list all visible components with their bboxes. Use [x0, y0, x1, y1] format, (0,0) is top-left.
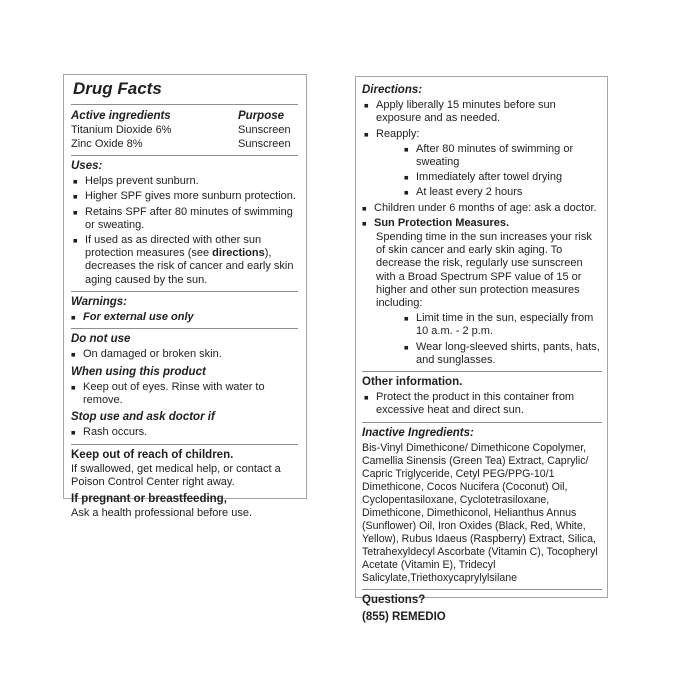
divider: [362, 589, 602, 590]
keep-out-heading: Keep out of reach of children.: [71, 448, 234, 461]
pregnant-body: Ask a health professional before use.: [71, 507, 253, 520]
questions-heading: Questions?: [362, 593, 426, 606]
pregnant-heading: If pregnant or breastfeeding,: [71, 493, 227, 506]
ingredient-name: Titanium Dioxide 6%: [71, 124, 172, 136]
active-ingredients-header: Active ingredients: [71, 110, 171, 122]
bullet-icon: ■: [364, 101, 369, 111]
divider: [362, 422, 602, 423]
bullet-icon: ■: [362, 203, 367, 213]
uses-item: ■ Retains SPF after 80 minutes of swimming or sweating.: [73, 205, 293, 231]
sun-protection-body: Spending time in the sun increases your risk of skin cancer and early skin aging. To decrease the risk, regularly use sunscreen with a Broad Spectrum SPF value of 15 or higher and other sun protection measures including:: [376, 231, 592, 310]
bullet-icon: ■: [71, 382, 76, 392]
directions-item: ■ Children under 6 months of age: ask a doctor.: [362, 201, 597, 214]
bullet-icon: ■: [404, 188, 409, 198]
uses-heading: Uses:: [71, 160, 103, 172]
when-using-item: ■ Keep out of eyes. Rinse with water to remove.: [71, 380, 265, 407]
reapply-subitem: ■ After 80 minutes of swimming or sweating: [404, 142, 574, 169]
bullet-icon: ■: [404, 342, 409, 352]
reapply-subitem: ■ Immediately after towel drying: [404, 171, 563, 184]
bullet-icon: ■: [73, 236, 78, 246]
directions-item: ■ Reapply:: [364, 127, 420, 140]
warnings-item: ■ For external use only: [71, 311, 194, 324]
reapply-subitem: ■ At least every 2 hours: [404, 186, 523, 199]
questions-phone: (855) REMEDIO: [362, 611, 446, 624]
bullet-icon: ■: [71, 350, 76, 360]
inactive-ingredients-heading: Inactive Ingredients:: [362, 426, 474, 439]
do-not-use-item: ■ On damaged or broken skin.: [71, 348, 222, 361]
sun-protection-heading-item: ■ Sun Protection Measures.: [362, 216, 510, 229]
other-information-item: ■ Protect the product in this container from excessive heat and direct sun.: [364, 391, 575, 417]
uses-item: ■ Higher SPF gives more sunburn protection.: [73, 190, 296, 203]
sun-protection-subitem: ■ Limit time in the sun, especially from 10 a.m. - 2 p.m.: [404, 312, 594, 338]
bullet-icon: ■: [71, 313, 76, 323]
when-using-heading: When using this product: [71, 365, 206, 378]
active-ingredients-header-row: [71, 109, 298, 123]
directions-item: ■ Apply liberally 15 minutes before sun exposure and as needed.: [364, 99, 556, 125]
divider: [362, 371, 602, 372]
bullet-icon: ■: [364, 129, 369, 139]
bullet-icon: ■: [73, 177, 78, 187]
drug-facts-title: Drug Facts: [73, 79, 162, 98]
uses-item: ■ Helps prevent sunburn.: [73, 175, 199, 188]
keep-out-body: If swallowed, get medical help, or contact a Poison Control Center right away.: [71, 462, 281, 489]
ingredient-purpose: Sunscreen: [238, 138, 291, 150]
ingredient-row: [71, 123, 298, 137]
bullet-icon: ■: [404, 173, 409, 183]
divider: [71, 155, 298, 156]
bullet-icon: ■: [364, 393, 369, 403]
uses-item-text: If used as as directed with other sun protection measures (see directions), decreases the risk of cancer and early skin aging caused by the sun.: [85, 234, 294, 286]
divider: [71, 444, 298, 445]
bullet-icon: ■: [73, 192, 78, 202]
divider: [71, 104, 298, 105]
ingredient-purpose: Sunscreen: [238, 124, 291, 136]
drug-facts-panel: [63, 74, 307, 520]
divider: [71, 328, 298, 329]
do-not-use-heading: Do not use: [71, 333, 131, 346]
bullet-icon: ■: [71, 428, 76, 438]
bullet-icon: ■: [404, 144, 409, 154]
directions-heading: Directions:: [362, 84, 423, 96]
uses-item: [71, 234, 298, 287]
sun-protection-subitem: ■ Wear long-sleeved shirts, pants, hats, and sunglasses.: [404, 340, 600, 366]
divider: [71, 291, 298, 292]
ingredient-name: Zinc Oxide 8%: [71, 138, 143, 150]
bullet-icon: ■: [404, 314, 409, 324]
bullet-icon: ■: [73, 207, 78, 217]
stop-use-heading: Stop use and ask doctor if: [71, 411, 215, 424]
inactive-ingredients-list: Bis-Vinyl Dimethicone/ Dimethicone Copolymer, Camellia Sinensis (Green Tea) Extract, Caprylic/ Capric Triglyceride, Cetyl PEG/PPG-10/1 Dimethicone, Cocos Nucifera (Coconut) Oil, Cyclopentasiloxane, Cyclotetrasiloxane, Dimethicone, Dimethiconol, Helianthus Annus (Sunflower) Oil, Iron Oxides (Black, Red, White, Yellow), Rubus Idaeus (Raspberry) Extract, Silica, Tetrahexyldecyl Ascorbate (Vitamin C), Tocopheryl Acetate (Vitamin E), Tridecyl Salicylate,Triethoxycaprylylsilane: [362, 441, 598, 584]
other-information-heading: Other information.: [362, 376, 463, 389]
directions-panel: [355, 76, 608, 624]
purpose-header: Purpose: [238, 110, 285, 122]
bullet-icon: ■: [362, 218, 367, 228]
warnings-heading: Warnings:: [71, 295, 128, 308]
ingredient-row: [71, 137, 298, 151]
stop-use-item: ■ Rash occurs.: [71, 426, 148, 439]
